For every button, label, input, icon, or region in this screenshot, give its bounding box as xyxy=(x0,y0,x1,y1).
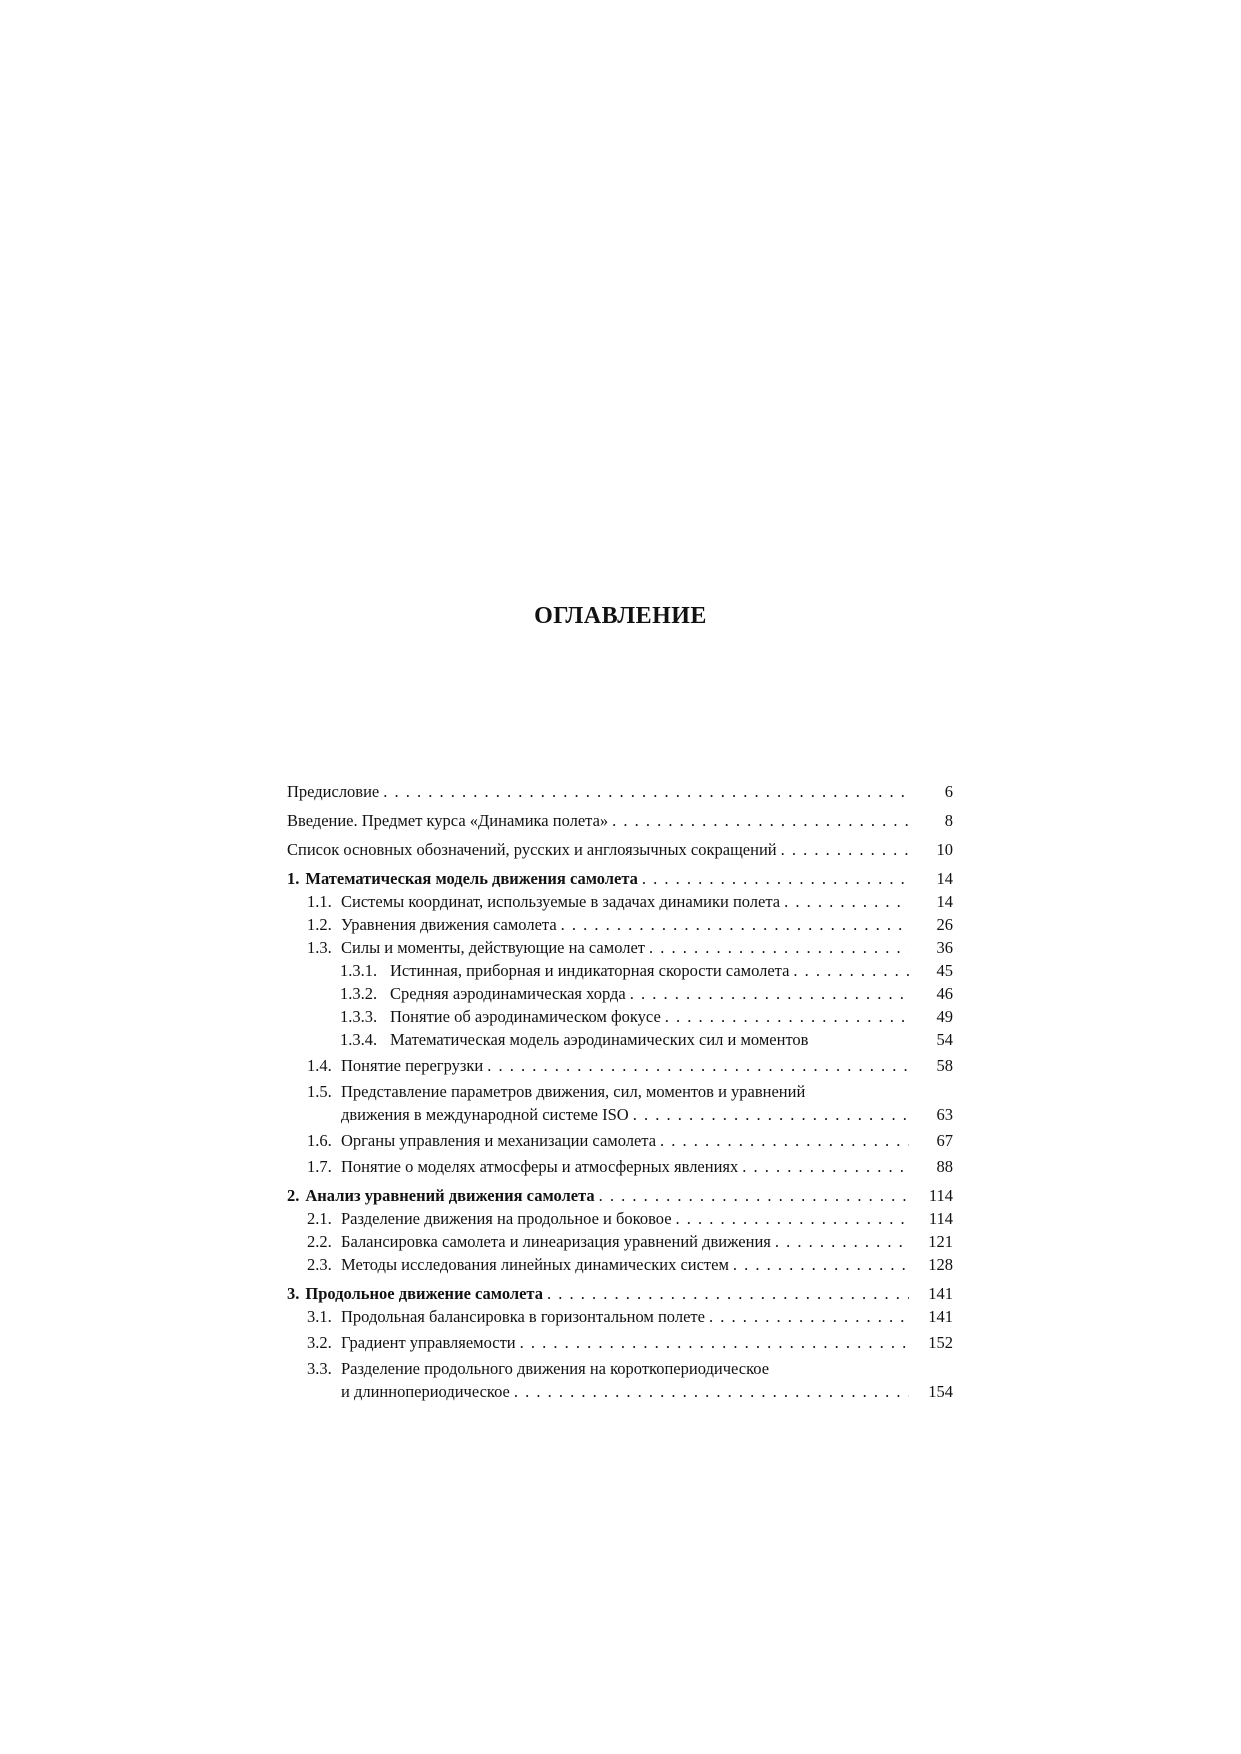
toc-page-number: 46 xyxy=(936,984,953,1003)
toc-entry-text: Системы координат, используемые в задачах динамики полета xyxy=(341,892,781,911)
toc-section-1-1[interactable] xyxy=(287,890,953,913)
toc-page-number: 141 xyxy=(928,1284,953,1303)
toc-entry-number: 2. xyxy=(287,1186,300,1205)
toc-page-number: 45 xyxy=(936,961,953,980)
toc-page-number: 128 xyxy=(928,1255,953,1274)
toc-entry-number: 3. xyxy=(287,1284,300,1303)
toc-page-number: 88 xyxy=(936,1157,953,1176)
toc-section-1-4[interactable] xyxy=(287,1054,953,1077)
leader-dots xyxy=(638,867,909,890)
leader-dots xyxy=(379,780,909,803)
toc-subsection-1-3-1[interactable] xyxy=(287,959,953,982)
toc-section-1-3[interactable] xyxy=(287,936,953,959)
leader-dots xyxy=(672,1207,909,1230)
toc-entry-text: Математическая модель движения самолета xyxy=(305,869,638,888)
leader-dots xyxy=(510,1380,909,1403)
toc-entry-text: Понятие о моделях атмосферы и атмосферных явлениях xyxy=(341,1157,739,1176)
toc-entry-continuation: и длиннопериодическое xyxy=(341,1382,510,1401)
leader-dots xyxy=(595,1184,909,1207)
toc-entry-number: 1.3.3. xyxy=(340,1007,378,1026)
toc-entry-number: 1.3.1. xyxy=(340,961,378,980)
toc-page-number: 58 xyxy=(936,1056,953,1075)
toc-page-number: 49 xyxy=(936,1007,953,1026)
toc-section-3-1[interactable] xyxy=(287,1305,953,1328)
leader-dots xyxy=(629,1103,909,1126)
toc-section-3-3[interactable] xyxy=(287,1357,953,1403)
toc-entry-text: Разделение продольного движения на короткопериодическое xyxy=(341,1359,770,1378)
leader-dots xyxy=(661,1005,909,1028)
toc-entry-number: 1.2. xyxy=(307,915,332,934)
toc-page-number: 114 xyxy=(928,1209,953,1228)
toc-entry-number: 1.7. xyxy=(307,1157,332,1176)
table-of-contents xyxy=(287,780,953,1403)
toc-page-number: 14 xyxy=(936,869,953,888)
toc-entry-number: 3.2. xyxy=(307,1333,332,1352)
toc-page-number: 114 xyxy=(928,1186,953,1205)
toc-section-1-5[interactable] xyxy=(287,1080,953,1126)
toc-page-number: 54 xyxy=(936,1030,953,1049)
toc-entry-text: Понятие перегрузки xyxy=(341,1056,484,1075)
leader-dots xyxy=(645,936,909,959)
toc-entry-notation-list[interactable] xyxy=(287,838,953,861)
toc-subsection-1-3-2[interactable] xyxy=(287,982,953,1005)
toc-entry-text: Продольная балансировка в горизонтальном полете xyxy=(341,1307,705,1326)
toc-entry-text: Балансировка самолета и линеаризация уравнений движения xyxy=(341,1232,771,1251)
toc-entry-text: Методы исследования линейных динамических систем xyxy=(341,1255,729,1274)
toc-entry-text: Силы и моменты, действующие на самолет xyxy=(341,938,645,957)
toc-section-1-7[interactable] xyxy=(287,1155,953,1178)
toc-entry-number: 2.3. xyxy=(307,1255,332,1274)
toc-chapter-2[interactable] xyxy=(287,1184,953,1207)
toc-section-1-6[interactable] xyxy=(287,1129,953,1152)
toc-page-number: 141 xyxy=(928,1307,953,1326)
toc-entry-text: Уравнения движения самолета xyxy=(341,915,557,934)
toc-entry-text: Анализ уравнений движения самолета xyxy=(305,1186,595,1205)
toc-section-1-2[interactable] xyxy=(287,913,953,936)
leader-dots xyxy=(626,982,909,1005)
toc-entry-text: Понятие об аэродинамическом фокусе xyxy=(390,1007,661,1026)
toc-page-number: 26 xyxy=(936,915,953,934)
leader-dots xyxy=(777,838,909,861)
leader-dots xyxy=(557,913,909,936)
page-title: ОГЛАВЛЕНИЕ xyxy=(534,603,707,629)
toc-entry-number: 2.1. xyxy=(307,1209,332,1228)
toc-entry-introduction[interactable] xyxy=(287,809,953,832)
toc-entry-number: 1.5. xyxy=(307,1082,332,1101)
toc-page-number: 121 xyxy=(928,1232,953,1251)
toc-entry-text: Продольное движение самолета xyxy=(305,1284,543,1303)
toc-entry-number: 1.3. xyxy=(307,938,332,957)
toc-entry-number: 3.1. xyxy=(307,1307,332,1326)
toc-entry-text: Предисловие xyxy=(287,782,380,801)
leader-dots xyxy=(738,1155,909,1178)
toc-entry-number: 1.1. xyxy=(307,892,332,911)
toc-entry-number: 1.4. xyxy=(307,1056,332,1075)
toc-entry-text: Разделение движения на продольное и боковое xyxy=(341,1209,672,1228)
toc-chapter-3[interactable] xyxy=(287,1282,953,1305)
toc-subsection-1-3-3[interactable] xyxy=(287,1005,953,1028)
toc-entry-text: Градиент управляемости xyxy=(341,1333,516,1352)
toc-entry-text: Введение. Предмет курса «Динамика полета» xyxy=(287,811,609,830)
toc-section-2-1[interactable] xyxy=(287,1207,953,1230)
toc-subsection-1-3-4[interactable] xyxy=(287,1028,953,1051)
toc-entry-number: 1.3.4. xyxy=(340,1030,378,1049)
toc-page-number: 10 xyxy=(936,840,953,859)
toc-entry-continuation: движения в международной системе ISO xyxy=(341,1105,629,1124)
toc-entry-text: Математическая модель аэродинамических сил и моментов xyxy=(390,1030,809,1049)
toc-page-number: 14 xyxy=(936,892,953,911)
leader-dots xyxy=(608,809,909,832)
toc-entry-number: 1.6. xyxy=(307,1131,332,1150)
toc-entry-preface[interactable] xyxy=(287,780,953,803)
leader-dots xyxy=(516,1331,909,1354)
toc-page-number: 8 xyxy=(944,811,953,830)
toc-entry-text: Представление параметров движения, сил, моментов и уравнений xyxy=(341,1082,806,1101)
toc-entry-number: 1.3.2. xyxy=(340,984,378,1003)
toc-page-number: 63 xyxy=(936,1105,953,1124)
toc-page-number: 154 xyxy=(928,1382,953,1401)
toc-section-2-3[interactable] xyxy=(287,1253,953,1276)
toc-section-2-2[interactable] xyxy=(287,1230,953,1253)
leader-dots xyxy=(543,1282,909,1305)
toc-entry-text: Истинная, приборная и индикаторная скорости самолета xyxy=(390,961,790,980)
toc-entry-number: 1. xyxy=(287,869,300,888)
toc-entry-text: Средняя аэродинамическая хорда xyxy=(390,984,626,1003)
leader-dots xyxy=(729,1253,909,1276)
toc-entry-text: Список основных обозначений, русских и англоязычных сокращений xyxy=(287,840,777,859)
toc-page-number: 67 xyxy=(936,1131,953,1150)
toc-chapter-1[interactable] xyxy=(287,867,953,890)
toc-page-number: 36 xyxy=(936,938,953,957)
toc-entry-number: 3.3. xyxy=(307,1359,332,1378)
toc-page-number: 6 xyxy=(944,782,953,801)
leader-dots xyxy=(656,1129,909,1152)
toc-entry-text: Органы управления и механизации самолета xyxy=(341,1131,657,1150)
toc-page-number: 152 xyxy=(928,1333,953,1352)
leader-dots xyxy=(780,890,909,913)
leader-dots xyxy=(789,959,909,982)
leader-dots xyxy=(483,1054,909,1077)
leader-dots xyxy=(771,1230,909,1253)
toc-section-3-2[interactable] xyxy=(287,1331,953,1354)
toc-entry-number: 2.2. xyxy=(307,1232,332,1251)
leader-dots xyxy=(705,1305,909,1328)
